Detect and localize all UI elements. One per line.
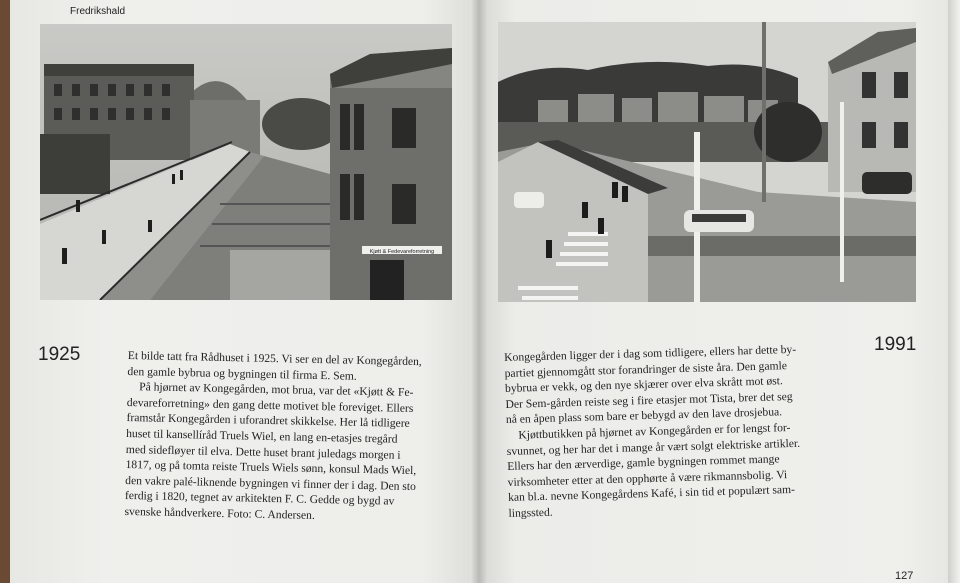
caption-line: Et bilde tatt fra Rådhuset i 1925. Vi ser en del av Kongegården, xyxy=(127,348,422,369)
photo-1925-image xyxy=(40,24,452,300)
shop-sign-text: Kjøtt & Fedevareforretning xyxy=(369,249,435,255)
caption-line: Der Sem-gården reiste seg i fire etasjer mot Tista, brer det seg xyxy=(505,389,793,411)
caption-line: med sidefløyer til elva. Dette huset brant juledags morgen i xyxy=(125,442,401,462)
caption-line: ferdig i 1820, tegnet av arkitekten F. C. Gedde og bygd av xyxy=(124,489,395,508)
caption-line: Kongegården ligger der i dag som tidligere, ellers har dette by- xyxy=(504,342,797,364)
caption-line: bybrua er vekk, og den nye skjærer over elva skrått mot øst. xyxy=(504,374,784,396)
caption-line: framstår Kongegården i uforandret skikkelse. Her lå tidligere xyxy=(126,411,410,431)
caption-1925 xyxy=(124,348,458,526)
caption-line: den gamle bybrua og bygningen til firma E. Sem. xyxy=(127,364,357,383)
caption-line: Kjøttbutikken på hjørnet av Kongegården er for lengst for- xyxy=(518,421,791,442)
caption-line: Ellers har den ærverdige, gamle bygningen rommet mange xyxy=(507,452,780,474)
page-edges xyxy=(948,0,960,583)
caption-line: virksomheter etter at den opphørte å være rikmannsbolig. Vi xyxy=(507,467,788,489)
caption-line: 1817, og på tomta reiste Truels Wiels sønn, konsul Mads Wiel, xyxy=(125,458,417,478)
caption-line: nå en åpen plass som bare er bebygd av den lave drosjebua. xyxy=(505,405,783,427)
photo-1925 xyxy=(40,24,452,300)
page-number: 127 xyxy=(895,570,914,582)
caption-line: lingssted. xyxy=(508,505,553,520)
caption-line: devareforretning» den gang dette motivet ble foreviget. Ellers xyxy=(126,395,414,415)
caption-line: kan bl.a. nevne Kongegårdens Kafé, i sin tid et populært sam- xyxy=(507,483,796,505)
book-gutter xyxy=(470,0,488,583)
caption-1991 xyxy=(504,341,827,521)
caption-line: den vakre palé-liknende bygningen vi finner der i dag. Den sto xyxy=(125,473,417,493)
photo-1991-image xyxy=(498,22,916,302)
running-head: Fredrikshald xyxy=(70,6,126,17)
caption-line: svenske håndverkere. Foto: C. Andersen. xyxy=(124,504,315,522)
year-1925: 1925 xyxy=(38,344,81,365)
year-1991: 1991 xyxy=(874,334,917,355)
caption-line: huset til kansellíråd Truels Wiel, en lang en-etasjes tregård xyxy=(126,426,398,446)
caption-line: partiet gjennomgått stor forandringer de siste åra. Den gamle xyxy=(504,358,788,380)
caption-line: På hjørnet av Kongegården, mot brua, var det «Kjøtt & Fe- xyxy=(139,380,414,400)
photo-1991 xyxy=(498,22,916,302)
caption-line: svunnet, og her har det i mange år vært solgt elektriske artikler. xyxy=(506,436,801,458)
